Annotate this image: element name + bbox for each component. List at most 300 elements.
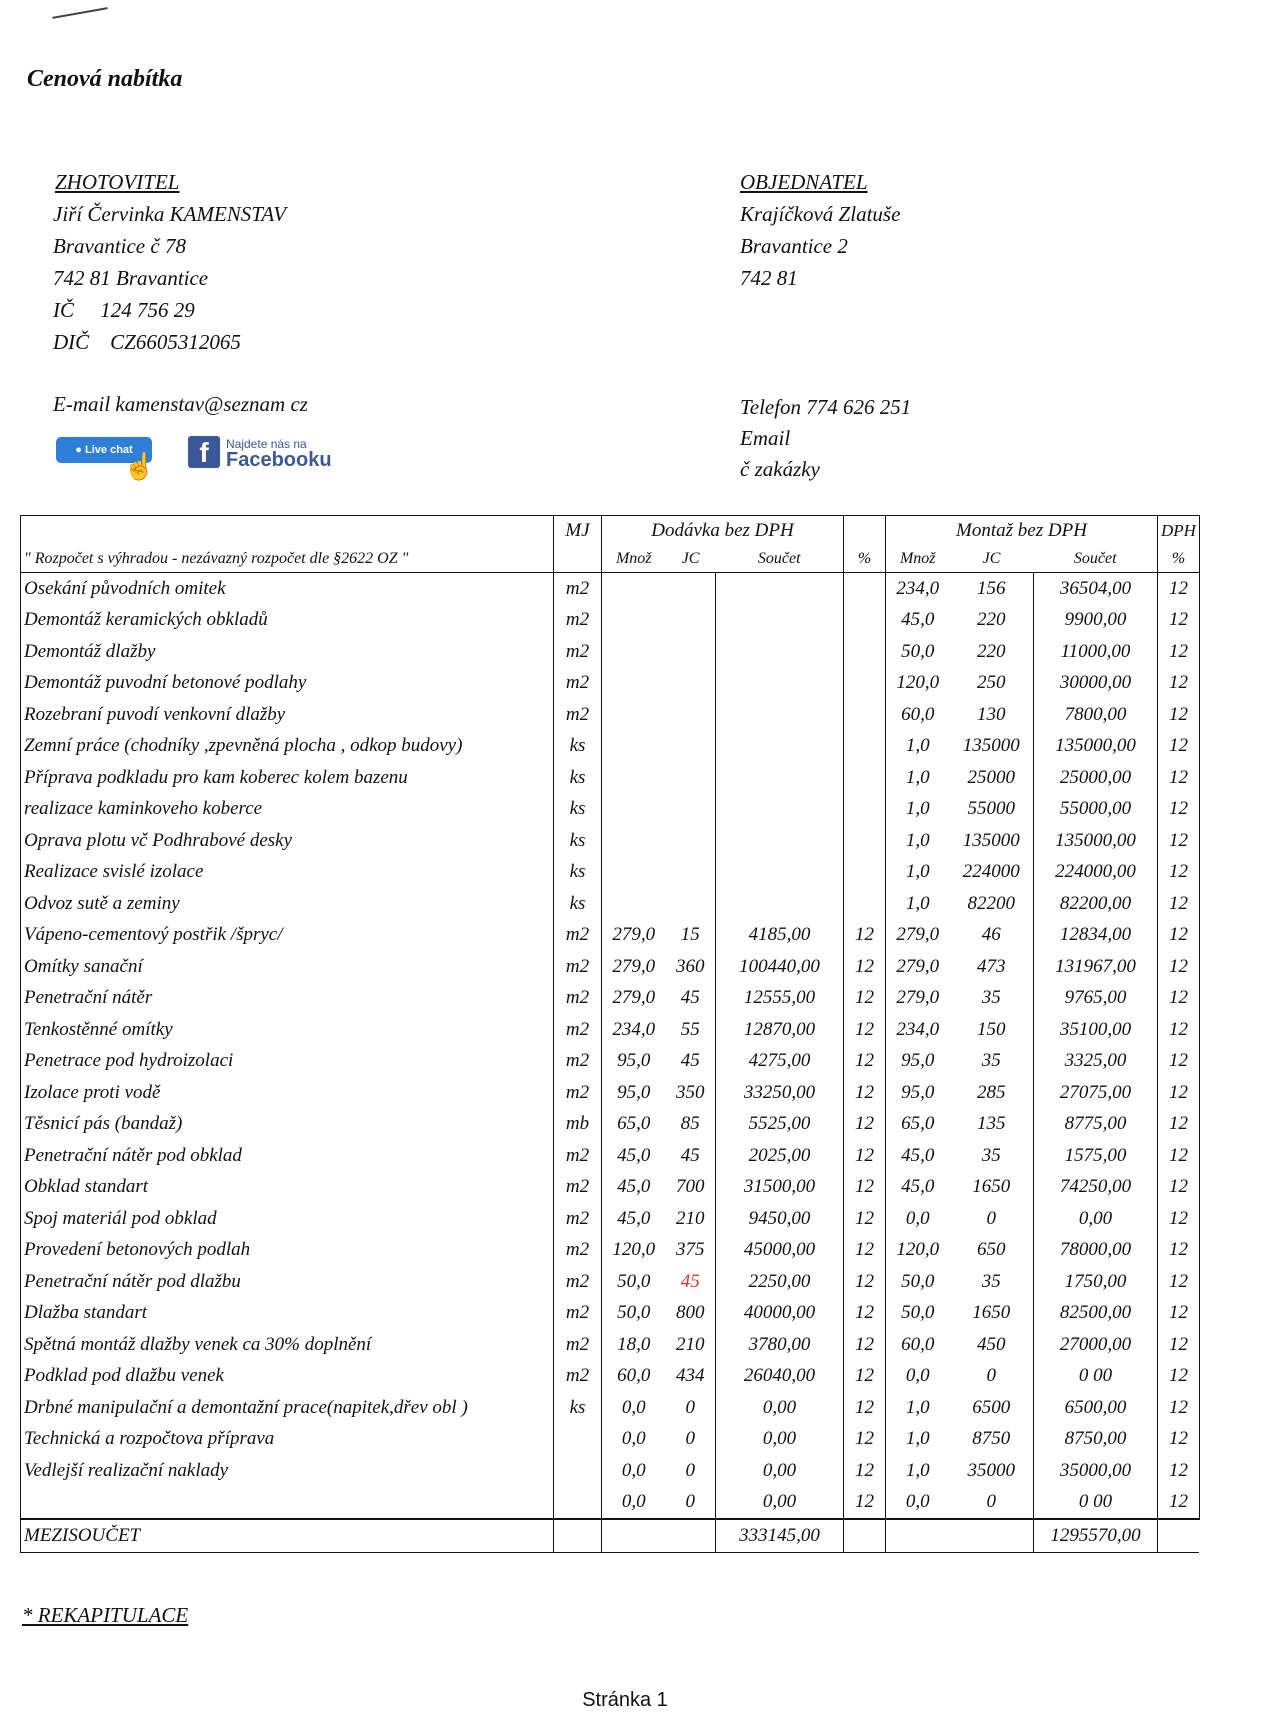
row-supply-qty: 0,0 [602,1487,666,1520]
row-supply-pct [844,825,886,857]
row-install-sum: 74250,00 [1034,1172,1158,1204]
row-install-jc: 0 [986,1365,996,1387]
row-supply-jc [666,573,716,605]
table-row [21,825,1200,857]
row-supply-pct: 12 [844,1455,886,1487]
row-install-jc: 150 [977,1018,1006,1040]
row-dph: 12 [1158,1235,1200,1267]
row-unit: m2 [554,573,602,605]
document-title: Cenová nabítka [27,66,183,92]
table-row [21,1455,1200,1487]
row-install-jc: 650 [977,1239,1006,1261]
row-supply-pct [844,857,886,889]
row-unit: m2 [554,951,602,983]
row-supply-qty [602,668,666,700]
row-install-qty: 0,0 [886,1361,950,1393]
row-install-sum: 78000,00 [1034,1235,1158,1267]
row-dph: 12 [1158,699,1200,731]
row-install-qty: 120,0 [886,1235,950,1267]
row-install-sum: 9765,00 [1034,983,1158,1015]
row-supply-jc: 45 [680,1144,700,1166]
row-supply-sum: 0,00 [716,1424,844,1456]
row-supply-jc: 55 [680,1018,700,1040]
row-unit: m2 [554,1046,602,1078]
row-supply-jc: 360 [676,955,705,977]
row-install-sum: 30000,00 [1034,668,1158,700]
row-dph: 12 [1158,1424,1200,1456]
row-install-sum: 0 00 [1034,1487,1158,1520]
row-supply-sum: 31500,00 [716,1172,844,1204]
row-install-qty: 1,0 [886,1455,950,1487]
header-dph: DPH [1158,516,1200,547]
row-supply-qty [602,699,666,731]
row-install-qty: 50,0 [886,1298,950,1330]
chat-bubble-icon: ● [75,444,82,456]
row-supply-jc: 434 [676,1365,705,1387]
row-install-sum: 11000,00 [1034,636,1158,668]
contractor-line: DIČ CZ6605312065 [53,330,241,354]
row-unit: m2 [554,1014,602,1046]
row-supply-jc: 375 [676,1239,705,1261]
row-description: Osekání původních omitek [21,573,554,605]
row-supply-qty [602,857,666,889]
row-supply-pct [844,605,886,637]
row-description: Odvoz sutě a zeminy [21,888,554,920]
row-unit: m2 [554,1266,602,1298]
row-supply-pct: 12 [844,920,886,952]
row-supply-jc [666,825,716,857]
table-row [21,731,1200,763]
row-description: Spoj materiál pod obklad [21,1203,554,1235]
row-supply-qty [602,794,666,826]
row-dph: 12 [1158,920,1200,952]
row-supply-qty: 95,0 [602,1046,666,1078]
table-row [21,794,1200,826]
row-supply-pct [844,636,886,668]
table-row [21,1014,1200,1046]
row-supply-pct: 12 [844,1140,886,1172]
row-install-sum: 55000,00 [1034,794,1158,826]
row-install-sum: 6500,00 [1034,1392,1158,1424]
recap-link[interactable]: * REKAPITULACE [22,1603,189,1627]
row-supply-pct: 12 [844,1329,886,1361]
row-supply-pct: 12 [844,1109,886,1141]
row-dph: 12 [1158,857,1200,889]
row-supply-qty: 50,0 [602,1266,666,1298]
row-install-qty: 1,0 [886,857,950,889]
row-unit: m2 [554,699,602,731]
row-dph: 12 [1158,825,1200,857]
row-supply-jc: 350 [676,1081,705,1103]
row-supply-sum [716,762,844,794]
row-install-qty: 60,0 [886,1329,950,1361]
row-description: Spětná montáž dlažby venek ca 30% doplnění [21,1329,554,1361]
header-supply: Dodávka bez DPH [602,516,844,547]
row-dph: 12 [1158,1361,1200,1393]
row-description: Tenkostěnné omítky [21,1014,554,1046]
row-dph: 12 [1158,1077,1200,1109]
row-description: Penetrační nátěr pod obklad [21,1140,554,1172]
row-install-jc: 35 [981,987,1001,1009]
row-description: Provedení betonových podlah [21,1235,554,1267]
row-dph: 12 [1158,1046,1200,1078]
header-blank [844,516,886,547]
row-install-sum: 7800,00 [1034,699,1158,731]
row-supply-qty: 279,0 [602,920,666,952]
row-supply-qty: 0,0 [602,1424,666,1456]
header-supply-jc: JC [666,546,716,573]
row-description: Těsnicí pás (bandaž) [21,1109,554,1141]
row-install-sum: 12834,00 [1034,920,1158,952]
header-supply-qty: Množ [602,546,666,573]
row-install-sum: 9900,00 [1034,605,1158,637]
row-supply-qty: 95,0 [602,1077,666,1109]
row-unit: m2 [554,1298,602,1330]
header-install-sum: Součet [1034,546,1158,573]
row-install-qty: 45,0 [886,605,950,637]
row-supply-qty: 50,0 [602,1298,666,1330]
row-install-qty: 95,0 [886,1077,950,1109]
row-dph: 12 [1158,1329,1200,1361]
row-install-jc: 1650 [972,1176,1011,1198]
row-description: Omítky sanační [21,951,554,983]
row-supply-pct: 12 [844,951,886,983]
row-install-jc: 220 [977,640,1006,662]
row-supply-jc [666,857,716,889]
row-install-qty: 60,0 [886,699,950,731]
row-supply-jc: 210 [676,1207,705,1229]
table-row [21,1424,1200,1456]
row-supply-jc: 45 [680,1270,700,1292]
row-supply-sum: 12555,00 [716,983,844,1015]
row-install-qty: 50,0 [886,636,950,668]
header-install: Montaž bez DPH [886,516,1158,547]
row-supply-pct: 12 [844,1298,886,1330]
header-install-qty: Množ [886,546,950,573]
row-supply-sum: 3780,00 [716,1329,844,1361]
client-phone: Telefon 774 626 251 [740,395,912,419]
row-install-jc: 46 [981,924,1001,946]
row-install-sum: 82500,00 [1034,1298,1158,1330]
row-description: Dlažba standart [21,1298,554,1330]
row-install-jc: 35 [981,1270,1001,1292]
row-supply-sum: 5525,00 [716,1109,844,1141]
row-dph: 12 [1158,983,1200,1015]
row-dph: 12 [1158,951,1200,983]
row-unit: ks [554,1392,602,1424]
row-supply-pct [844,573,886,605]
row-install-jc: 250 [977,672,1006,694]
row-description: Drbné manipulační a demontažní prace(napitek,dřev obl ) [21,1392,554,1424]
row-supply-jc [666,636,716,668]
header-mj: MJ [554,516,602,547]
row-dph: 12 [1158,1203,1200,1235]
pointer-hand-icon: ☝ [123,452,156,481]
facebook-link[interactable] [188,436,332,471]
row-supply-sum [716,636,844,668]
row-description: Demontáž keramických obkladů [21,605,554,637]
table-row [21,1046,1200,1078]
row-install-qty: 45,0 [886,1172,950,1204]
row-install-qty: 120,0 [886,668,950,700]
row-unit: ks [554,825,602,857]
row-supply-sum: 0,00 [716,1487,844,1520]
table-row [21,699,1200,731]
row-dph: 12 [1158,668,1200,700]
row-supply-pct: 12 [844,1014,886,1046]
client-heading: OBJEDNATEL [740,170,868,194]
table-row [21,1487,1200,1520]
row-install-sum: 1575,00 [1034,1140,1158,1172]
row-unit [554,1487,602,1520]
cell-blank [554,1519,602,1553]
row-supply-jc: 45 [680,987,700,1009]
row-install-jc: 285 [977,1081,1006,1103]
row-supply-pct [844,794,886,826]
row-dph: 12 [1158,636,1200,668]
row-supply-sum: 2025,00 [716,1140,844,1172]
row-dph: 12 [1158,1487,1200,1520]
row-description: Zemní práce (chodníky ,zpevněná plocha , odkop budovy) [21,731,554,763]
table-row [21,857,1200,889]
row-unit: m2 [554,1140,602,1172]
row-supply-jc: 0 [685,1459,695,1481]
row-supply-jc [666,668,716,700]
cell-blank [950,1519,1034,1553]
row-unit [554,1455,602,1487]
table-row [21,1392,1200,1424]
row-supply-qty [602,888,666,920]
row-supply-sum: 12870,00 [716,1014,844,1046]
client-line: 742 81 [740,266,798,290]
row-install-qty: 95,0 [886,1046,950,1078]
table-row [21,1140,1200,1172]
row-install-sum: 36504,00 [1034,573,1158,605]
row-supply-pct: 12 [844,1235,886,1267]
row-install-sum: 135000,00 [1034,825,1158,857]
row-install-qty: 0,0 [886,1487,950,1520]
row-description: Demontáž dlažby [21,636,554,668]
row-supply-qty: 279,0 [602,951,666,983]
table-row [21,573,1200,605]
table-row [21,1266,1200,1298]
row-install-jc: 135000 [962,735,1020,757]
row-supply-qty: 45,0 [602,1203,666,1235]
row-install-qty: 279,0 [886,983,950,1015]
row-description: Technická a rozpočtova příprava [21,1424,554,1456]
row-dph: 12 [1158,1014,1200,1046]
facebook-line2: Facebooku [226,449,332,471]
client-order-number: č zakázky [740,457,820,481]
row-supply-sum: 100440,00 [716,951,844,983]
row-supply-sum [716,888,844,920]
row-supply-qty: 45,0 [602,1140,666,1172]
row-unit: m2 [554,636,602,668]
row-install-jc: 135000 [962,829,1020,851]
client-line: Bravantice 2 [740,234,848,258]
cell-blank [666,1519,716,1553]
facebook-line1: Najdete nás na [226,437,307,451]
row-supply-sum: 0,00 [716,1455,844,1487]
row-unit: m2 [554,605,602,637]
row-dph: 12 [1158,794,1200,826]
row-supply-jc: 0 [685,1491,695,1513]
table-row [21,762,1200,794]
row-install-jc: 0 [986,1491,996,1513]
row-install-sum: 1750,00 [1034,1266,1158,1298]
row-unit: m2 [554,920,602,952]
row-supply-jc: 15 [680,924,700,946]
subtotal-install-sum: 1295570,00 [1034,1519,1158,1553]
subtotal-row [21,1519,1200,1553]
row-unit: m2 [554,1235,602,1267]
row-supply-pct: 12 [844,1203,886,1235]
row-description: Příprava podkladu pro kam koberec kolem bazenu [21,762,554,794]
row-unit: ks [554,888,602,920]
subtotal-supply-sum: 333145,00 [716,1519,844,1553]
row-install-qty: 1,0 [886,1392,950,1424]
row-dph: 12 [1158,1455,1200,1487]
row-supply-jc: 700 [676,1176,705,1198]
row-install-sum: 25000,00 [1034,762,1158,794]
header-supply-pct: % [844,546,886,573]
row-supply-jc [666,762,716,794]
row-supply-qty [602,731,666,763]
row-supply-pct [844,888,886,920]
client-contact [740,392,911,485]
table-row [21,1109,1200,1141]
table-row [21,951,1200,983]
row-supply-sum [716,857,844,889]
cell-blank [844,1519,886,1553]
row-install-sum: 0 00 [1034,1361,1158,1393]
row-supply-sum: 4275,00 [716,1046,844,1078]
row-description: realizace kaminkoveho koberce [21,794,554,826]
row-dph: 12 [1158,1172,1200,1204]
header-dph-pct: % [1158,546,1200,573]
row-supply-pct: 12 [844,1361,886,1393]
row-install-jc: 55000 [967,798,1015,820]
row-supply-jc [666,794,716,826]
row-supply-pct: 12 [844,1046,886,1078]
table-row [21,1298,1200,1330]
row-install-sum: 27000,00 [1034,1329,1158,1361]
row-supply-sum: 33250,00 [716,1077,844,1109]
row-install-jc: 8750 [972,1428,1011,1450]
cell-blank [886,1519,950,1553]
row-description: Realizace svislé izolace [21,857,554,889]
row-install-qty: 279,0 [886,951,950,983]
row-supply-qty [602,573,666,605]
row-unit: m2 [554,983,602,1015]
row-description: Demontáž puvodní betonové podlahy [21,668,554,700]
row-install-sum: 35000,00 [1034,1455,1158,1487]
row-install-sum: 3325,00 [1034,1046,1158,1078]
row-supply-sum [716,668,844,700]
row-supply-qty: 0,0 [602,1392,666,1424]
row-supply-jc [666,731,716,763]
row-dph: 12 [1158,888,1200,920]
contractor-block [53,166,286,358]
row-supply-jc: 210 [676,1333,705,1355]
row-supply-qty: 18,0 [602,1329,666,1361]
row-install-sum: 0,00 [1034,1203,1158,1235]
row-unit: ks [554,857,602,889]
row-unit: m2 [554,1329,602,1361]
row-unit: ks [554,731,602,763]
row-description: Penetrace pod hydroizolaci [21,1046,554,1078]
row-install-qty: 279,0 [886,920,950,952]
row-unit: ks [554,794,602,826]
row-supply-sum: 9450,00 [716,1203,844,1235]
row-unit: m2 [554,668,602,700]
row-install-qty: 0,0 [886,1203,950,1235]
row-supply-jc [666,888,716,920]
row-install-qty: 45,0 [886,1140,950,1172]
row-description: Penetrační nátěr [21,983,554,1015]
row-unit: mb [554,1109,602,1141]
row-supply-pct [844,731,886,763]
row-dph: 12 [1158,573,1200,605]
row-supply-jc: 800 [676,1302,705,1324]
page-number: Stránka 1 [582,1689,668,1711]
table-row [21,668,1200,700]
row-install-sum: 135000,00 [1034,731,1158,763]
row-supply-pct: 12 [844,1487,886,1520]
row-install-qty: 1,0 [886,731,950,763]
header-install-jc: JC [950,546,1034,573]
row-supply-jc: 45 [680,1050,700,1072]
table-row [21,1329,1200,1361]
header-blank [554,546,602,573]
facebook-text [226,436,332,471]
row-install-qty: 1,0 [886,762,950,794]
client-block [740,166,900,294]
row-supply-pct: 12 [844,983,886,1015]
row-install-qty: 1,0 [886,1424,950,1456]
row-supply-sum [716,731,844,763]
row-install-jc: 135 [977,1113,1006,1135]
row-supply-qty [602,605,666,637]
row-supply-pct: 12 [844,1424,886,1456]
row-description: Izolace proti vodě [21,1077,554,1109]
row-supply-qty: 65,0 [602,1109,666,1141]
row-supply-qty: 120,0 [602,1235,666,1267]
row-supply-qty: 279,0 [602,983,666,1015]
row-install-sum: 35100,00 [1034,1014,1158,1046]
row-supply-pct [844,668,886,700]
row-unit: ks [554,762,602,794]
row-unit [554,1424,602,1456]
row-install-jc: 130 [977,703,1006,725]
row-supply-jc: 0 [685,1396,695,1418]
row-description: Penetrační nátěr pod dlažbu [21,1266,554,1298]
table-row [21,605,1200,637]
row-unit: m2 [554,1172,602,1204]
row-supply-qty [602,636,666,668]
row-dph: 12 [1158,1140,1200,1172]
row-install-jc: 35000 [967,1459,1015,1481]
row-supply-sum [716,573,844,605]
row-dph: 12 [1158,1392,1200,1424]
row-supply-jc: 0 [685,1428,695,1450]
row-supply-sum: 2250,00 [716,1266,844,1298]
row-install-qty: 1,0 [886,825,950,857]
row-unit: m2 [554,1077,602,1109]
row-install-jc: 25000 [967,766,1015,788]
row-supply-qty [602,825,666,857]
live-chat-label: Live chat [85,444,133,456]
